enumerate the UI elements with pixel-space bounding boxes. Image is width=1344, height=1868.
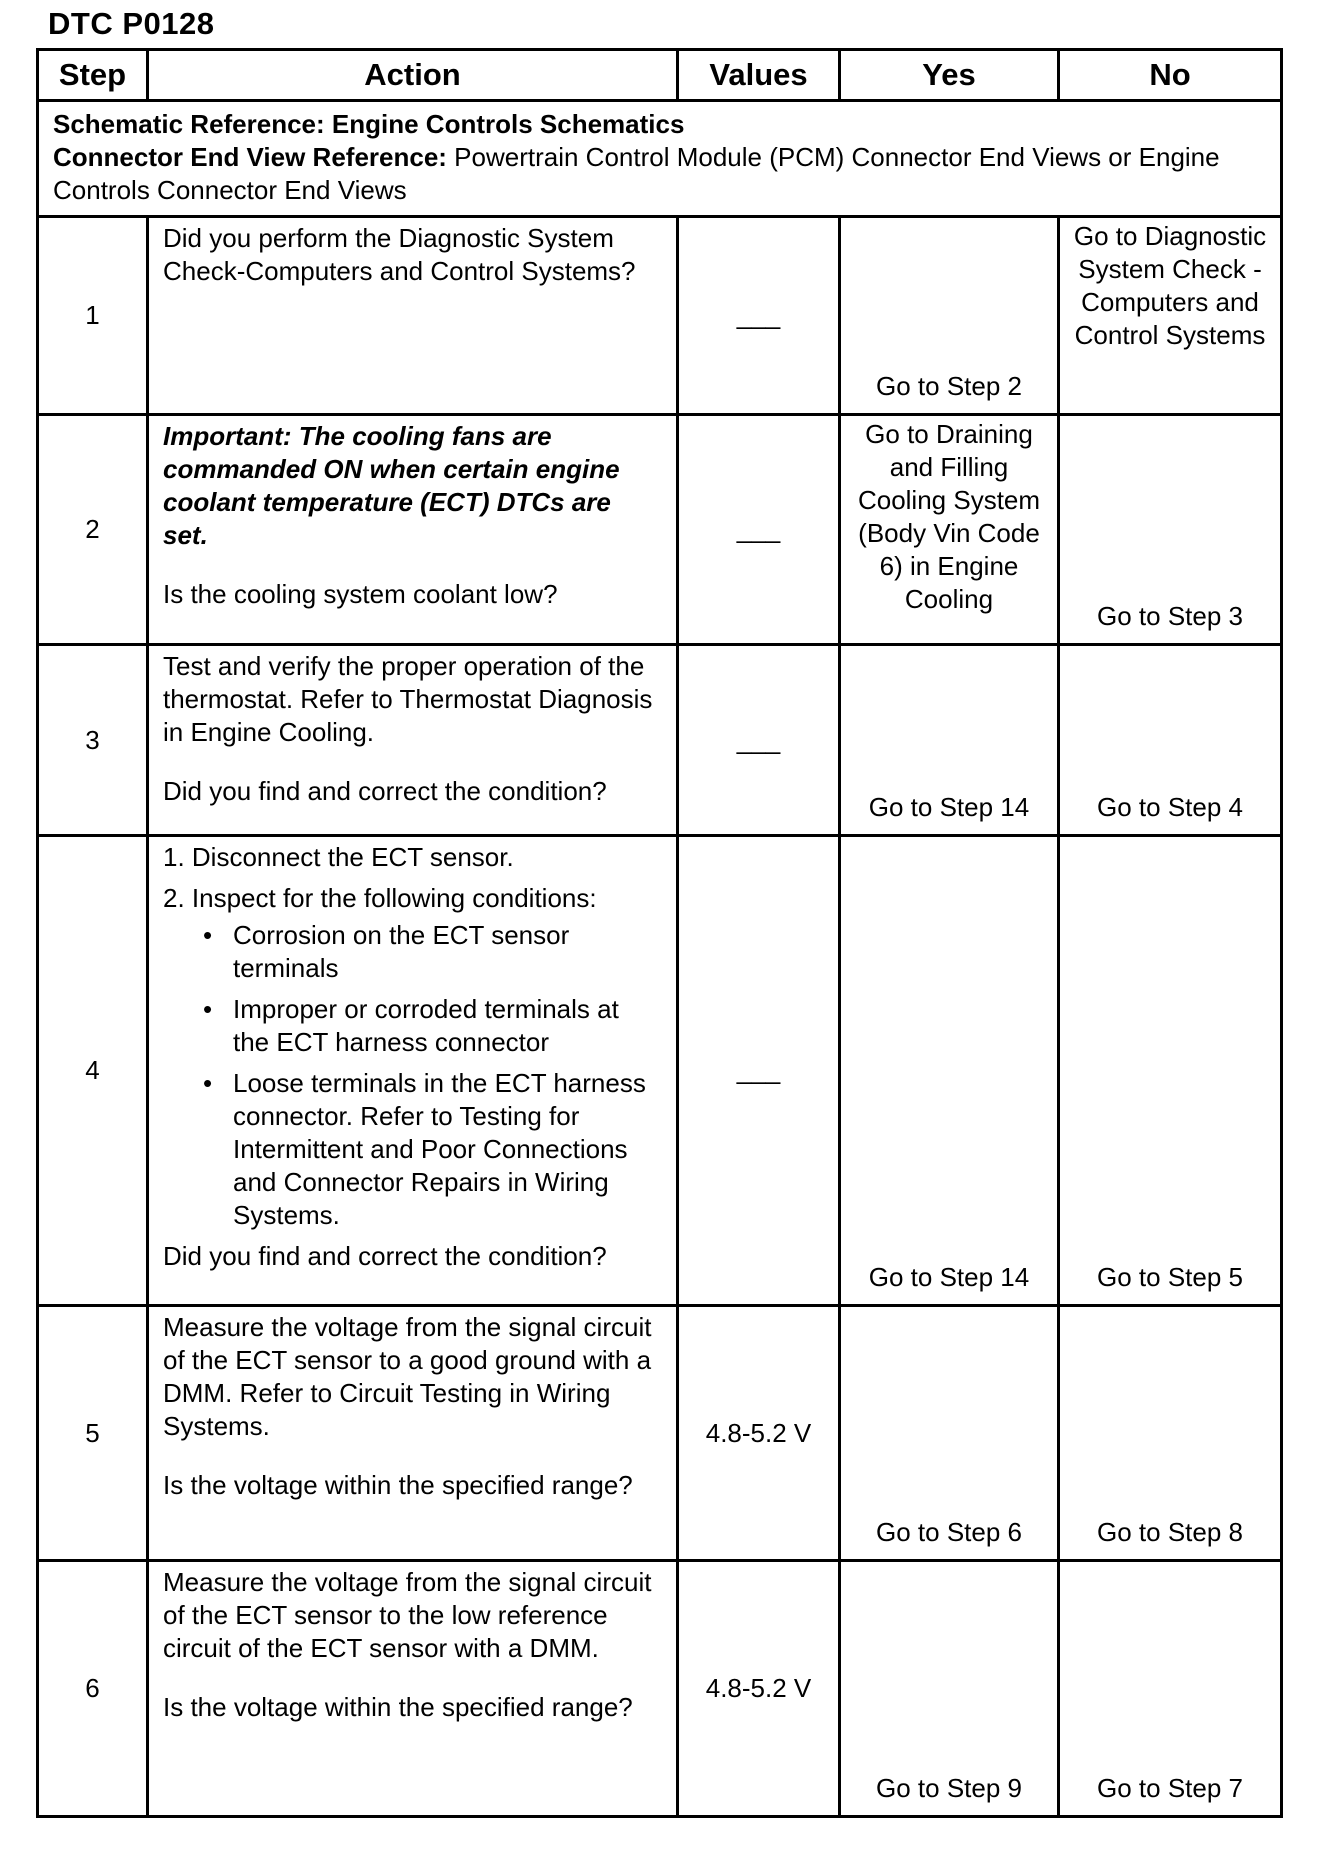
action-cell	[148, 415, 678, 645]
step-number: 1	[38, 217, 148, 415]
table-row	[38, 415, 1282, 645]
list-item: • Loose terminals in the ECT harness connector. Refer to Testing for Intermittent and Poor Connections and Connector Repairs in Wiring Systems.	[203, 1068, 646, 1230]
action-cell	[148, 1561, 678, 1817]
yes-cell: Go to Step 14	[840, 645, 1059, 836]
table-row	[38, 217, 1282, 415]
no-cell: Go to Step 8	[1059, 1306, 1282, 1561]
diagnostic-table	[36, 48, 1283, 1818]
no-cell: Go to Step 7	[1059, 1561, 1282, 1817]
substep-item	[163, 882, 662, 1232]
step-number: 3	[38, 645, 148, 836]
action-text: Test and verify the proper operation of the thermostat. Refer to Thermostat Diagnosis in Engine Cooling.	[163, 651, 653, 747]
list-item: • Improper or corroded terminals at the ECT harness connector	[203, 994, 619, 1057]
reference-cell	[38, 101, 1282, 217]
table-row	[38, 836, 1282, 1306]
table-row	[38, 645, 1282, 836]
action-question: Is the cooling system coolant low?	[163, 579, 558, 609]
action-question: Is the voltage within the specified range?	[163, 1692, 633, 1722]
header-values: Values	[678, 50, 840, 101]
no-cell: Go to Diagnostic System Check - Computers and Control Systems	[1059, 217, 1282, 415]
action-cell	[148, 645, 678, 836]
no-cell: Go to Step 5	[1059, 836, 1282, 1306]
header-no: No	[1059, 50, 1282, 101]
document-title: DTC P0128	[48, 6, 215, 41]
action-question: Did you find and correct the condition?	[163, 776, 607, 806]
condition-text: Corrosion on the ECT sensor terminals	[233, 920, 570, 983]
values-cell: ___	[678, 217, 840, 415]
condition-text: Improper or corroded terminals at the ECT harness connector	[233, 994, 619, 1057]
action-question: Did you find and correct the condition?	[163, 1241, 607, 1271]
important-note: Important: The cooling fans are commanded ON when certain engine coolant temperature (ECT) DTCs are set.	[163, 421, 620, 550]
substep-list	[163, 841, 662, 1232]
schematic-reference: Schematic Reference: Engine Controls Schematics	[53, 109, 685, 139]
values-cell: 4.8-5.2 V	[678, 1561, 840, 1817]
action-cell	[148, 836, 678, 1306]
action-question: Is the voltage within the specified range?	[163, 1470, 633, 1500]
values-cell: 4.8-5.2 V	[678, 1306, 840, 1561]
connector-reference-label: Connector End View Reference:	[53, 142, 447, 172]
substep-text: 2. Inspect for the following conditions:	[163, 883, 597, 913]
action-text: Measure the voltage from the signal circuit of the ECT sensor to the low reference circuit of the ECT sensor with a DMM.	[163, 1567, 652, 1663]
reference-row	[38, 101, 1282, 217]
action-text: Measure the voltage from the signal circuit of the ECT sensor to a good ground with a DMM. Refer to Circuit Testing in Wiring Systems.	[163, 1312, 652, 1441]
action-text: Did you perform the Diagnostic System Check-Computers and Control Systems?	[163, 223, 636, 286]
table-row	[38, 1306, 1282, 1561]
yes-cell: Go to Step 6	[840, 1306, 1059, 1561]
header-yes: Yes	[840, 50, 1059, 101]
values-cell: ___	[678, 836, 840, 1306]
header-action: Action	[148, 50, 678, 101]
connector-reference-text: Powertrain Control Module (PCM) Connector End Views or Engine Controls Connector End Views	[53, 142, 1220, 205]
condition-text: Loose terminals in the ECT harness connector. Refer to Testing for Intermittent and Poor Connections and Connector Repairs in Wiring Systems.	[233, 1068, 646, 1230]
substep-item: 1. Disconnect the ECT sensor.	[163, 842, 514, 872]
table-row	[38, 1561, 1282, 1817]
no-cell: Go to Step 4	[1059, 645, 1282, 836]
step-number: 2	[38, 415, 148, 645]
header-row	[38, 50, 1282, 101]
condition-list	[163, 919, 662, 1232]
yes-cell: Go to Step 14	[840, 836, 1059, 1306]
yes-cell: Go to Step 2	[840, 217, 1059, 415]
values-cell: ___	[678, 415, 840, 645]
step-number: 6	[38, 1561, 148, 1817]
step-number: 4	[38, 836, 148, 1306]
no-cell: Go to Step 3	[1059, 415, 1282, 645]
action-cell	[148, 1306, 678, 1561]
list-item: • Corrosion on the ECT sensor terminals	[203, 920, 570, 983]
values-cell: ___	[678, 645, 840, 836]
step-number: 5	[38, 1306, 148, 1561]
yes-cell: Go to Draining and Filling Cooling System (Body Vin Code 6) in Engine Cooling	[840, 415, 1059, 645]
header-step: Step	[38, 50, 148, 101]
action-cell	[148, 217, 678, 415]
yes-cell: Go to Step 9	[840, 1561, 1059, 1817]
